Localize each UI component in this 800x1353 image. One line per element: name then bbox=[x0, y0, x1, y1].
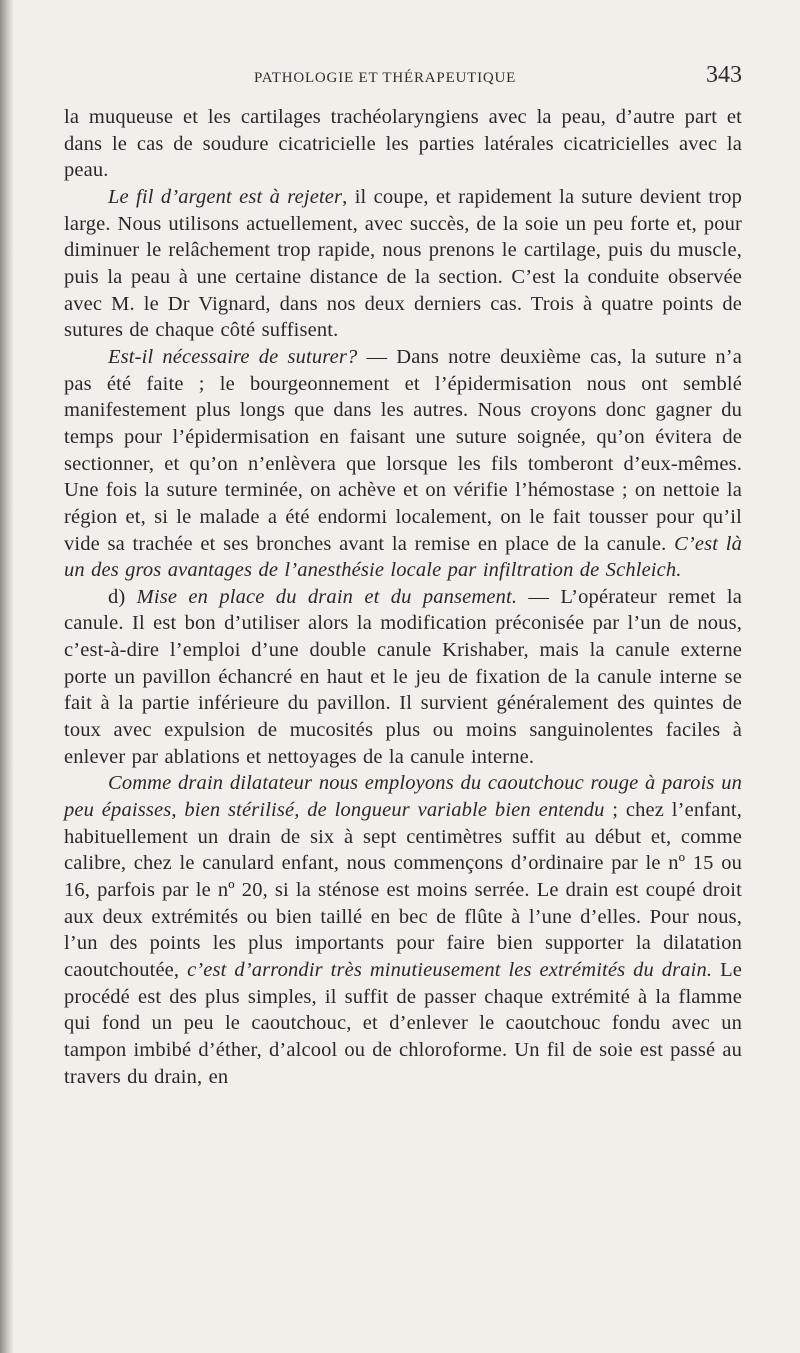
text-segment: — L’opérateur remet la canule. Il est bon d’utiliser alors la modification préconisée par l’un de nous, c’est-à-dire l’emploi d’une double canule Krishaber, mais la canule externe porte un pavillon échancré en haut et le jeu de fixation de la canule interne se fait à la partie inférieure du pavillon. Il survient généralement des quintes de toux avec expulsion de mucosités plus ou moins sanguinolentes faciles à enlever par ablations et nettoyages de la canule interne. bbox=[64, 585, 742, 768]
italic-segment: Mise en place du drain et du pansement. bbox=[136, 585, 518, 608]
italic-segment: C’est là un des gros avantages de l’anesthésie locale par infiltration de Schleich. bbox=[64, 532, 742, 582]
italic-segment: Est-il nécessaire de suturer? bbox=[108, 345, 358, 368]
paragraph bbox=[64, 104, 742, 184]
book-page bbox=[64, 60, 742, 1090]
body-text bbox=[64, 104, 742, 1090]
italic-segment: c’est d’arrondir très minutieusement les extrémités du drain. bbox=[187, 959, 713, 981]
text-segment: Le procédé est des plus simples, il suffit de passer chaque extrémité à la flamme qui fond un peu le caoutchouc, et d’enlever le caoutchouc fondu avec un tampon imbibé d’éther, d’alcool ou de chloroforme. Un fil de soie est passé au travers du drain, en bbox=[64, 959, 742, 1088]
paragraph bbox=[64, 584, 742, 771]
text-segment: ; chez l’enfant, habituellement un drain de six à sept centimètres suffit au début et, comme calibre, chez le canulard enfant, nous commençons d’ordinaire par le nº 15 ou 16, parfois par le nº 20, si la sténose est moins serrée. Le drain est coupé droit aux deux extrémités ou bien taillé en bec de flûte à l’une d’elles. Pour nous, l’un des points les plus importants pour faire bien supporter la dilatation caoutchoutée, bbox=[64, 799, 742, 981]
text-segment: , il coupe, et rapidement la suture devient trop large. Nous utilisons actuellement, avec succès, de la soie un peu forte et, pour diminuer le relâchement trop rapide, nous prenons le cartilage, puis du muscle, puis la peau à une certaine distance de la section. C’est la conduite observée avec M. le Dr Vignard, dans nos deux derniers cas. Trois à quatre points de sutures de chaque côté suffisent. bbox=[64, 185, 742, 342]
paragraph bbox=[64, 184, 742, 344]
page-number: 343 bbox=[706, 62, 742, 88]
text-segment: d) bbox=[108, 585, 137, 608]
text-segment: — Dans notre deuxième cas, la suture n’a pas été faite ; le bourgeonnement et l’épidermisation nous ont semblé manifestement plus longs que dans les autres. Nous croyons donc gagner du temps pour l’épidermisation en faisant une suture soignée, qu’on évitera de sectionner, et qu’on n’enlèvera que lorsque les fils tomberont d’eux-mêmes. Une fois la suture terminée, on achève et on vérifie l’hémostase ; on nettoie la région et, si le malade a été endormi localement, on le fait tousser pour qu’il vide sa trachée et ses bronches avant la remise en place de la canule. bbox=[64, 345, 743, 555]
scan-binding-edge bbox=[0, 0, 14, 1353]
italic-segment: Comme drain dilatateur nous employons du caoutchouc rouge à parois un peu épaisses, bien stérilisé, de longueur variable bien entendu bbox=[64, 772, 742, 822]
running-title: PATHOLOGIE ET THÉRAPEUTIQUE bbox=[254, 70, 517, 86]
italic-segment: Le fil d’argent est à rejeter bbox=[108, 185, 343, 208]
text-segment: la muqueuse et les cartilages trachéolaryngiens avec la peau, d’autre part et dans le cas de soudure cicatricielle les parties latérales cicatricielles avec la peau. bbox=[64, 106, 742, 182]
paragraph bbox=[64, 344, 742, 584]
paragraph bbox=[64, 770, 742, 1090]
running-head bbox=[64, 60, 742, 104]
